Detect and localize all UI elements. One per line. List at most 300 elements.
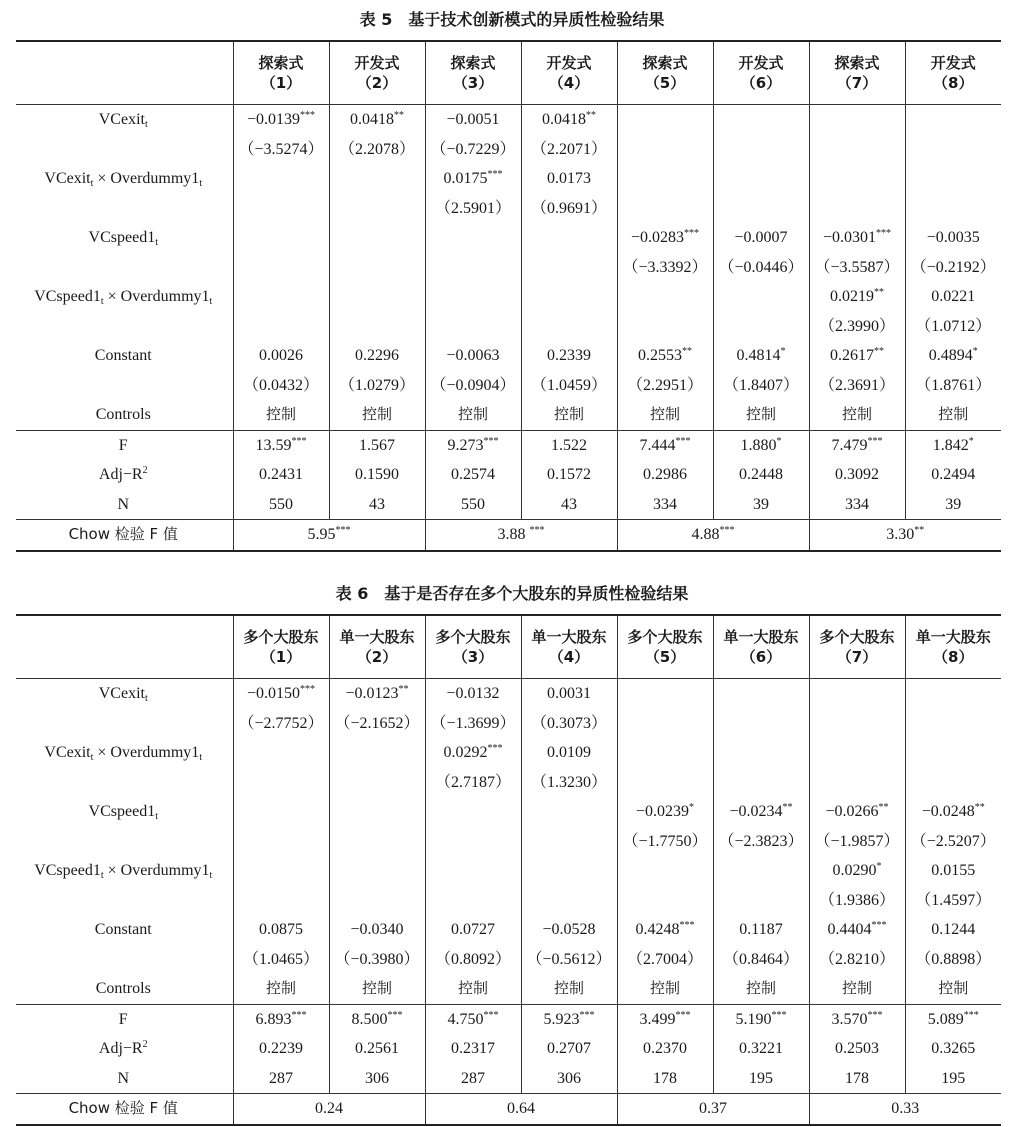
table-cell xyxy=(713,490,809,520)
cell-value: 195 xyxy=(749,1069,773,1087)
cell-value: （0.3073） xyxy=(530,714,607,732)
table-cell xyxy=(233,164,329,194)
significance-stars: *** xyxy=(487,743,503,754)
cell-value: 0.4404 xyxy=(827,921,872,938)
row-label-text: Constant xyxy=(94,347,152,364)
cell-value: 0.2317 xyxy=(451,1040,495,1057)
table-cell xyxy=(713,945,809,975)
cell-value: 控制 xyxy=(553,405,584,423)
table-cell xyxy=(809,797,905,827)
cell-value: −0.0283 xyxy=(630,229,685,246)
table-cell xyxy=(905,460,1001,490)
cell-value: （−1.9857） xyxy=(814,832,900,850)
table-cell xyxy=(233,827,329,857)
cell-value: （1.4597） xyxy=(915,891,992,909)
stats-row xyxy=(16,430,1001,460)
table-row xyxy=(16,915,1001,945)
cell-value: 0.0109 xyxy=(547,744,591,761)
column-header xyxy=(905,615,1001,679)
subscript: t xyxy=(90,178,94,189)
table-cell xyxy=(329,135,425,165)
column-header xyxy=(329,615,425,679)
cell-value: （2.7187） xyxy=(434,773,511,791)
row-label-text: VCexit xyxy=(98,111,145,128)
table-cell xyxy=(329,827,425,857)
column-header xyxy=(809,41,905,105)
table-row xyxy=(16,164,1001,194)
table-cell xyxy=(809,312,905,342)
cell-value: −0.0139 xyxy=(246,111,301,128)
table-cell xyxy=(233,709,329,739)
table-cell xyxy=(329,400,425,430)
stats-row xyxy=(16,460,1001,490)
cell-value: 0.2339 xyxy=(547,347,591,364)
table-cell xyxy=(617,945,713,975)
column-header xyxy=(521,615,617,679)
table-row xyxy=(16,738,1001,768)
row-label-text: Controls xyxy=(95,406,151,423)
table-cell xyxy=(617,797,713,827)
table-cell xyxy=(233,738,329,768)
column-header-number: （8） xyxy=(933,74,974,92)
cell-value: 5.190 xyxy=(735,1010,772,1028)
cell-value: 550 xyxy=(269,495,293,513)
table6-caption: 表 6 基于是否存在多个大股东的异质性检验结果 xyxy=(335,584,689,603)
significance-stars: *** xyxy=(679,920,695,931)
table-cell xyxy=(617,974,713,1004)
cell-value: （−0.5612） xyxy=(526,950,612,968)
significance-stars: *** xyxy=(684,228,700,239)
cell-value: −0.0123 xyxy=(345,685,399,702)
significance-stars: *** xyxy=(867,1009,883,1021)
table-cell xyxy=(521,430,617,460)
cell-value: （2.2951） xyxy=(626,376,703,394)
cell-value: 3.88 xyxy=(497,526,530,543)
cell-value: （1.0279） xyxy=(338,376,415,394)
cell-value: −0.0132 xyxy=(446,685,500,702)
cell-value: 0.2503 xyxy=(835,1040,879,1057)
column-header-number: （4） xyxy=(548,74,590,92)
table-cell xyxy=(521,1034,617,1064)
column-header-label: 单一大股东 xyxy=(723,628,799,646)
cell-value: 控制 xyxy=(841,405,872,423)
table-cell xyxy=(329,738,425,768)
row-label-text: Adj−R xyxy=(98,1040,143,1057)
table-cell xyxy=(233,974,329,1004)
table-cell xyxy=(617,282,713,312)
cell-value: −0.0301 xyxy=(822,229,877,246)
table-cell xyxy=(233,797,329,827)
table-cell xyxy=(329,312,425,342)
chow-row xyxy=(16,1094,1001,1125)
column-header-label: 开发式 xyxy=(738,54,784,72)
table-cell xyxy=(521,768,617,798)
table-cell xyxy=(617,430,713,460)
cell-value: −0.0266 xyxy=(825,803,879,820)
table-cell xyxy=(617,768,713,798)
row-label-text: N xyxy=(117,1069,130,1087)
row-label-text: VCspeed1 xyxy=(88,803,156,820)
cell-value: 7.479 xyxy=(831,436,868,454)
cell-value: （0.8464） xyxy=(722,950,799,968)
column-header-number: （1） xyxy=(260,74,302,92)
chow-cell xyxy=(617,1094,809,1125)
table-cell xyxy=(425,797,521,827)
row-label xyxy=(16,520,233,551)
table-cell xyxy=(425,915,521,945)
column-header xyxy=(617,41,713,105)
table-row xyxy=(16,974,1001,1004)
column-header-label: 探索式 xyxy=(642,54,688,72)
table-cell xyxy=(329,490,425,520)
row-label-text: × Overdummy1 xyxy=(103,862,210,879)
significance-stars: * xyxy=(876,861,882,872)
table5 xyxy=(16,40,1001,552)
column-header-label: 开发式 xyxy=(354,54,400,72)
table-cell xyxy=(809,282,905,312)
table-cell xyxy=(713,797,809,827)
cell-value: 0.2431 xyxy=(259,466,303,483)
cell-value: （−1.7750） xyxy=(622,832,708,850)
table-cell xyxy=(425,679,521,709)
cell-value: （−0.0446） xyxy=(718,258,804,276)
table-cell xyxy=(329,945,425,975)
table-cell xyxy=(809,974,905,1004)
cell-value: 0.2574 xyxy=(451,466,495,483)
cell-value: （−2.3823） xyxy=(718,832,804,850)
cell-value: −0.0150 xyxy=(246,685,301,702)
table-cell xyxy=(713,1064,809,1094)
table-cell xyxy=(521,1064,617,1094)
table-cell xyxy=(425,709,521,739)
table-row xyxy=(16,223,1001,253)
row-label xyxy=(16,430,233,460)
cell-value: 43 xyxy=(369,495,385,513)
subscript: t xyxy=(209,296,213,307)
cell-value: （1.0465） xyxy=(242,950,319,968)
table-cell xyxy=(425,105,521,135)
subscript: t xyxy=(100,870,104,881)
row-label xyxy=(16,341,233,371)
table-cell xyxy=(617,105,713,135)
cell-value: 0.4894 xyxy=(928,347,973,364)
table-cell xyxy=(233,312,329,342)
table-cell xyxy=(617,886,713,916)
cell-value: （−2.7752） xyxy=(238,714,324,732)
table-cell xyxy=(617,679,713,709)
chow-cell xyxy=(617,520,809,551)
row-label-text: F xyxy=(118,436,128,454)
table-cell xyxy=(329,856,425,886)
subscript: t xyxy=(144,119,148,130)
column-header-label: 开发式 xyxy=(546,54,592,72)
table-cell xyxy=(425,194,521,224)
cell-value: 控制 xyxy=(457,979,488,997)
cell-value: 0.0875 xyxy=(259,921,303,938)
cell-value: −0.0340 xyxy=(350,921,404,938)
table-cell xyxy=(425,371,521,401)
row-label xyxy=(16,856,233,886)
table-cell xyxy=(329,253,425,283)
table-cell xyxy=(809,1064,905,1094)
chow-cell xyxy=(233,520,425,551)
row-label-text: N xyxy=(117,495,130,513)
table-cell xyxy=(329,164,425,194)
cell-value: 0.0221 xyxy=(931,288,976,305)
table-cell xyxy=(713,974,809,1004)
table-cell xyxy=(521,945,617,975)
significance-stars: *** xyxy=(487,169,503,180)
cell-value: （2.2071） xyxy=(530,140,607,158)
table-cell xyxy=(809,223,905,253)
table-cell xyxy=(617,164,713,194)
cell-value: 0.0727 xyxy=(451,921,495,938)
significance-stars: ** xyxy=(914,525,925,536)
cell-value: 39 xyxy=(945,495,962,513)
column-header-label: 多个大股东 xyxy=(627,628,703,646)
row-label xyxy=(16,709,233,739)
table-cell xyxy=(809,194,905,224)
table-cell xyxy=(521,194,617,224)
table-cell xyxy=(905,312,1001,342)
table-cell xyxy=(809,768,905,798)
table-cell xyxy=(905,797,1001,827)
table-cell xyxy=(233,223,329,253)
table-cell xyxy=(905,856,1001,886)
table-cell xyxy=(521,738,617,768)
table-cell xyxy=(425,430,521,460)
cell-value: 0.4248 xyxy=(635,921,680,938)
cell-value: 1.880 xyxy=(740,436,777,454)
table-cell xyxy=(617,312,713,342)
table-cell xyxy=(713,253,809,283)
table-cell xyxy=(329,1064,425,1094)
cell-value: 0.0290 xyxy=(832,862,877,879)
cell-value: （−2.1652） xyxy=(334,714,420,732)
subscript: t xyxy=(199,752,203,763)
cell-value: −0.0063 xyxy=(446,347,500,364)
table-cell xyxy=(713,915,809,945)
significance-stars: *** xyxy=(291,1009,307,1021)
cell-value: 0.0026 xyxy=(259,347,303,364)
table-cell xyxy=(425,282,521,312)
table-cell xyxy=(905,341,1001,371)
chow-cell xyxy=(233,1094,425,1125)
table-cell xyxy=(713,312,809,342)
table-cell xyxy=(521,679,617,709)
stats-row xyxy=(16,1064,1001,1094)
table-cell xyxy=(329,223,425,253)
table-cell xyxy=(521,709,617,739)
table-cell xyxy=(233,886,329,916)
significance-stars: ** xyxy=(974,802,985,813)
significance-stars: *** xyxy=(579,1009,595,1021)
cell-value: 550 xyxy=(461,495,485,513)
significance-stars: *** xyxy=(867,435,883,447)
table-cell xyxy=(425,1004,521,1034)
table-cell xyxy=(809,164,905,194)
cell-value: 4.750 xyxy=(447,1010,484,1028)
table-cell xyxy=(905,135,1001,165)
table-cell xyxy=(425,460,521,490)
column-header-label: 探索式 xyxy=(258,54,304,72)
cell-value: 1.567 xyxy=(359,436,395,454)
table-cell xyxy=(617,738,713,768)
table-cell xyxy=(425,223,521,253)
cell-value: 0.2296 xyxy=(355,347,399,364)
table-cell xyxy=(809,135,905,165)
row-label xyxy=(16,135,233,165)
table-cell xyxy=(425,400,521,430)
table-row xyxy=(16,282,1001,312)
row-label xyxy=(16,223,233,253)
cell-value: 178 xyxy=(653,1069,677,1087)
table-cell xyxy=(425,856,521,886)
table-cell xyxy=(521,797,617,827)
table-cell xyxy=(617,1064,713,1094)
significance-stars: * xyxy=(776,435,782,447)
table-cell xyxy=(905,768,1001,798)
table-cell xyxy=(521,974,617,1004)
table-cell xyxy=(617,371,713,401)
table-cell xyxy=(425,827,521,857)
column-header xyxy=(905,41,1001,105)
table-cell xyxy=(905,709,1001,739)
cell-value: （−1.3699） xyxy=(430,714,516,732)
cell-value: −0.0051 xyxy=(446,111,500,128)
row-label xyxy=(16,490,233,520)
table-row xyxy=(16,886,1001,916)
table-cell xyxy=(809,856,905,886)
table-cell xyxy=(233,282,329,312)
column-header xyxy=(425,615,521,679)
row-label-text: F xyxy=(118,1010,128,1028)
cell-value: 0.24 xyxy=(315,1100,343,1117)
table-cell xyxy=(905,282,1001,312)
significance-stars: *** xyxy=(719,525,735,536)
cell-value: 9.273 xyxy=(447,436,484,454)
row-label xyxy=(16,164,233,194)
significance-stars: *** xyxy=(483,1009,499,1021)
table-cell xyxy=(233,341,329,371)
cell-value: 0.2239 xyxy=(259,1040,303,1057)
chow-cell xyxy=(425,520,617,551)
table-row xyxy=(16,709,1001,739)
cell-value: −0.0239 xyxy=(635,803,690,820)
column-header-label: 多个大股东 xyxy=(435,628,511,646)
table-cell xyxy=(425,135,521,165)
row-label-text: Adj−R xyxy=(98,466,143,483)
table-cell xyxy=(233,856,329,886)
table-cell xyxy=(617,709,713,739)
table-cell xyxy=(617,135,713,165)
cell-value: 0.0292 xyxy=(443,744,488,761)
cell-value: 39 xyxy=(753,495,769,513)
cell-value: 13.59 xyxy=(255,436,292,454)
row-label xyxy=(16,886,233,916)
cell-value: 43 xyxy=(561,495,577,513)
cell-value: （1.8761） xyxy=(915,376,992,394)
row-label xyxy=(16,1034,233,1064)
table-cell xyxy=(713,194,809,224)
cell-value: 306 xyxy=(365,1069,389,1087)
column-header xyxy=(425,41,521,105)
cell-value: 控制 xyxy=(265,405,296,423)
significance-stars: *** xyxy=(675,435,691,447)
table-row xyxy=(16,400,1001,430)
column-header-label: 多个大股东 xyxy=(243,628,319,646)
table-cell xyxy=(809,709,905,739)
table-cell xyxy=(521,371,617,401)
table-cell xyxy=(905,223,1001,253)
table-cell xyxy=(905,430,1001,460)
cell-value: 0.3265 xyxy=(931,1040,976,1057)
table-cell xyxy=(425,490,521,520)
table-cell xyxy=(617,194,713,224)
cell-value: 0.4814 xyxy=(736,347,781,364)
table-cell xyxy=(713,1034,809,1064)
row-label-text: VCspeed1 xyxy=(34,288,101,305)
cell-value: （−0.2192） xyxy=(910,258,996,276)
table-row xyxy=(16,797,1001,827)
cell-value: 控制 xyxy=(745,405,776,423)
table-row xyxy=(16,341,1001,371)
table-cell xyxy=(713,105,809,135)
significance-stars: *** xyxy=(300,110,316,121)
cell-value: 0.33 xyxy=(891,1100,920,1117)
cell-value: 控制 xyxy=(457,405,488,423)
table-cell xyxy=(713,223,809,253)
table-cell xyxy=(425,253,521,283)
subscript: t xyxy=(209,870,213,881)
table-cell xyxy=(329,886,425,916)
significance-stars: ** xyxy=(586,110,596,121)
cell-value: 0.64 xyxy=(507,1100,535,1117)
table-cell xyxy=(905,827,1001,857)
table-cell xyxy=(809,490,905,520)
cell-value: （−0.0904） xyxy=(430,376,516,394)
table-cell xyxy=(233,1064,329,1094)
cell-value: 0.0175 xyxy=(443,170,488,187)
cell-value: 控制 xyxy=(361,979,392,997)
row-label xyxy=(16,253,233,283)
column-header-number: （6） xyxy=(740,74,782,92)
column-header-number: （7） xyxy=(836,648,878,666)
column-header-label: 开发式 xyxy=(930,54,976,72)
cell-value: （1.0459） xyxy=(530,376,607,394)
significance-stars: * xyxy=(968,435,974,447)
table-cell xyxy=(329,768,425,798)
cell-value: （2.5901） xyxy=(434,199,511,217)
table-cell xyxy=(233,371,329,401)
cell-value: （−3.5587） xyxy=(814,258,900,276)
table-cell xyxy=(809,738,905,768)
cell-value: （1.8407） xyxy=(722,376,799,394)
table-cell xyxy=(905,371,1001,401)
cell-value: （2.2078） xyxy=(338,140,415,158)
cell-value: 控制 xyxy=(841,979,872,997)
cell-value: 0.3221 xyxy=(739,1040,783,1057)
header-row xyxy=(16,41,1001,105)
table-cell xyxy=(425,341,521,371)
cell-value: 1.842 xyxy=(932,436,969,454)
cell-value: （2.7004） xyxy=(626,950,703,968)
table-cell xyxy=(809,460,905,490)
table-cell xyxy=(809,105,905,135)
table-cell xyxy=(425,312,521,342)
column-header-number: （5） xyxy=(644,648,686,666)
table-row xyxy=(16,856,1001,886)
